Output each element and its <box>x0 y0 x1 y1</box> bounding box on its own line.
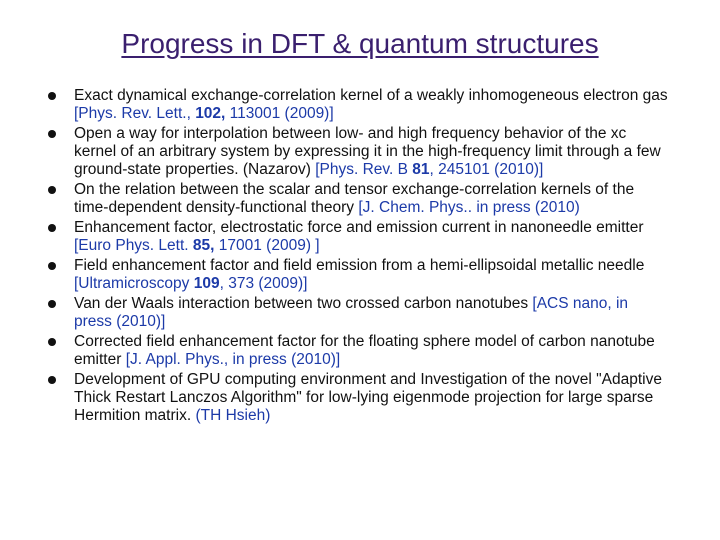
list-item <box>48 295 668 331</box>
list-item <box>48 371 668 425</box>
reference: (TH Hsieh) <box>195 407 271 424</box>
reference: [Phys. Rev. Lett., 102, 113001 (2009)] <box>74 105 334 122</box>
list-item <box>48 87 668 123</box>
bullet-text: Development of GPU computing environment and Investigation of the novel "Adaptive Thick Restart Lanczos Algorithm" for low-lying eigenmode projection for large sparse Hermition matrix. <box>74 371 662 424</box>
reference: [J. Appl. Phys., in press (2010)] <box>125 351 341 368</box>
list-item <box>48 333 668 369</box>
bullet-list <box>48 87 668 427</box>
bullet-dot-icon <box>48 376 56 384</box>
bullet-dot-icon <box>48 92 56 100</box>
list-item <box>48 257 668 293</box>
bullet-text: On the relation between the scalar and tensor exchange-correlation kernels of the time-dependent density-functional theory <box>74 181 635 216</box>
bullet-dot-icon <box>48 262 56 270</box>
bullet-text: Field enhancement factor and field emission from a hemi-ellipsoidal metallic needle <box>74 257 645 274</box>
reference: [Ultramicroscopy 109, 373 (2009)] <box>74 275 308 292</box>
bullet-text: Open a way for interpolation between low- and high frequency behavior of the xc kernel of an arbitrary system by expressing it in the high-frequency limit through a few ground-state properties. (Nazarov) <box>74 125 661 178</box>
bullet-dot-icon <box>48 130 56 138</box>
list-item <box>48 219 668 255</box>
reference: [ACS nano, in press (2010)] <box>74 295 629 330</box>
bullet-text: Exact dynamical exchange-correlation kernel of a weakly inhomogeneous electron gas <box>74 87 668 104</box>
bullet-dot-icon <box>48 338 56 346</box>
bullet-text: Corrected field enhancement factor for the floating sphere model of carbon nanotube emitter <box>74 333 655 368</box>
bullet-dot-icon <box>48 186 56 194</box>
list-item <box>48 181 668 217</box>
bullet-dot-icon <box>48 224 56 232</box>
list-item <box>48 125 668 179</box>
bullet-text: Van der Waals interaction between two crossed carbon nanotubes <box>74 295 533 312</box>
reference: [Euro Phys. Lett. 85, 17001 (2009) ] <box>74 237 320 254</box>
slide-title: Progress in DFT & quantum structures <box>121 28 599 59</box>
reference: [J. Chem. Phys.. in press (2010) <box>358 199 580 216</box>
bullet-dot-icon <box>48 300 56 308</box>
reference: [Phys. Rev. B 81, 245101 (2010)] <box>315 161 544 178</box>
bullet-text: Enhancement factor, electrostatic force and emission current in nanoneedle emitter <box>74 219 644 236</box>
